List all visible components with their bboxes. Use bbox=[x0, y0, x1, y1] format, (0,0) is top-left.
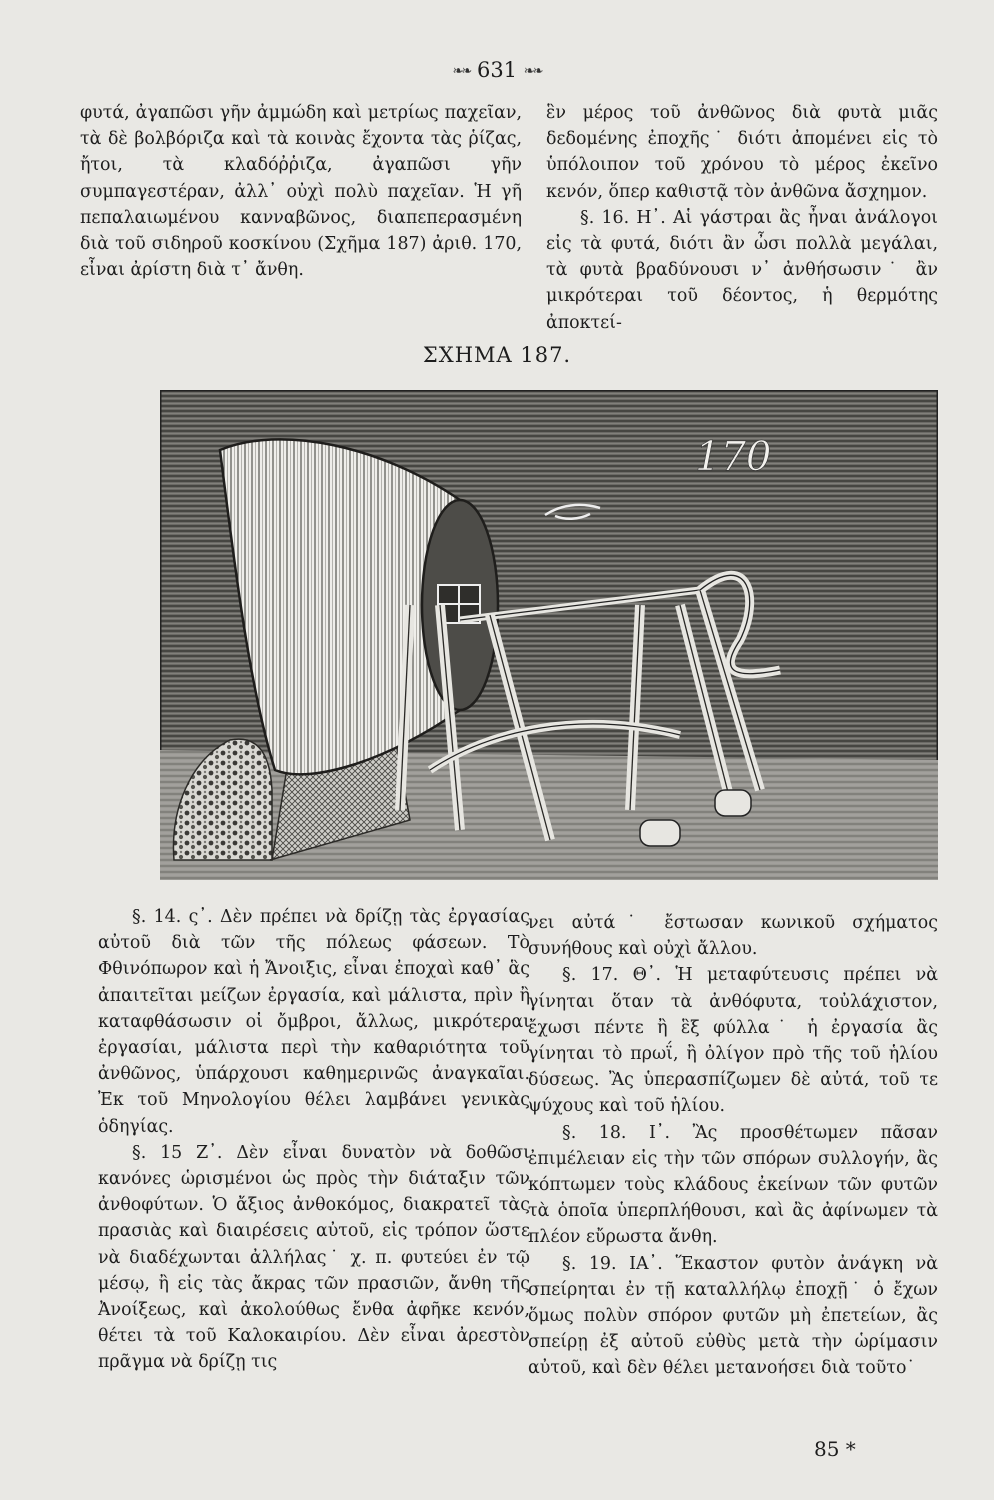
top-right-column bbox=[546, 100, 938, 336]
bottom-left-column bbox=[98, 904, 530, 1376]
figure-number: 170 bbox=[695, 434, 772, 480]
top-right-paragraph-1: ἓν μέρος τοῦ ἀνθῶνος διὰ φυτὰ μιᾶς δεδομένης ἐποχῆς˙ διότι ἀπομένει εἰς τὸ ὑπόλοιπον τοῦ χρόνου τὸ μέρος ἐκεῖνο κενόν, ὅπερ καθιστᾷ τὸν ἀνθῶνα ἄσχημον. bbox=[546, 103, 938, 202]
top-left-paragraph: φυτά, ἀγαπῶσι γῆν ἀμμώδη καὶ μετρίως παχεῖαν, τὰ δὲ βολβόριζα καὶ τὰ κοινὰς ἔχοντα τὰς ῥίζας, ἤτοι, τὰ κλαδόῤῥιζα, ἀγαπῶσι γῆν συμπαγεστέραν, ἀλλ᾽ οὐχὶ πολὺ παχεῖαν. Ἡ γῆ πεπαλαιωμένου κανναβῶνος, διαπεπερασμένη διὰ τοῦ σιδηροῦ κοσκίνου (Σχῆμα 187) ἀριθ. 170, εἶναι ἀρίστη διὰ τ᾽ ἄνθη. bbox=[80, 103, 522, 281]
signature-mark: 85 * bbox=[814, 1437, 856, 1461]
section-15-paragraph: §. 15 Ζ᾽. Δὲν εἶναι δυνατὸν νὰ δοθῶσι κανόνες ὡρισμένοι ὡς πρὸς τὴν διάταξιν τῶν ἀνθοφύτων. Ὁ ἄξιος ἀνθοκόμος, διακρατεῖ τὰς πρασιὰς καὶ διαιρέσεις αὐτοῦ, εἰς τρόπον ὥστε νὰ διαδέχωνται ἀλλήλας˙ χ. π. φυτεύει ἐν τῷ μέσῳ, ἢ εἰς τὰς ἄκρας τῶν πρασιῶν, ἄνθη τῆς Ἀνοίξεως, καὶ ἀκολούθως ἔνθα ἀφῆκε κενόν, θέτει τὰ τοῦ Καλοκαιρίου. Δὲν εἶναι ἀρεστὸν πρᾶγμα νὰ δρίζῃ τις bbox=[98, 1142, 530, 1373]
page-header bbox=[0, 58, 994, 82]
sieve-engraving bbox=[160, 390, 938, 880]
page-number: 631 bbox=[476, 58, 518, 82]
figure-caption: ΣΧΗΜΑ 187. bbox=[422, 343, 572, 367]
right-ornament: ❧❧ bbox=[523, 64, 542, 79]
section-18-paragraph: §. 18. Ι᾽. Ἂς προσθέτωμεν πᾶσαν ἐπιμέλειαν εἰς τὴν τῶν σπόρων συλλογήν, ἂς κόπτωμεν τοὺς κλάδους ἐκείνων τῶν φυτῶν τὰ ὁποῖα ὑπερπλήθουσι, καὶ ἂς ἀφίνωμεν τὰ πλέον εὔρωστα ἄνθη. bbox=[528, 1122, 938, 1248]
section-14-paragraph: §. 14. ς᾽. Δὲν πρέπει νὰ δρίζῃ τὰς ἐργασίας αὐτοῦ διὰ τῶν τῆς πόλεως φάσεων. Τὸ Φθινόπωρον καὶ ἡ Ἄνοιξις, εἶναι ἐποχαὶ καθ᾽ ἃς ἀπαιτεῖται μείζων ἐργασία, καὶ μάλιστα, πρὶν ἢ καταφθάσωσιν οἱ ὄμβροι, ἄλλως, μικρότεραι ἐργασίαι, μάλιστα περὶ τὴν καθαριότητα τοῦ ἀνθῶνος, ὑπάρχουσι καθημερινῶς ἀναγκαῖαι. Ἐκ τοῦ Μηνολογίου θέλει λαμβάνει γενικὰς ὁδηγίας. bbox=[98, 907, 530, 1137]
continuation-paragraph: νει αὐτά˙ ἔστωσαν κωνικοῦ σχήματος συνήθους καὶ οὐχὶ ἄλλου. bbox=[528, 913, 938, 960]
section-19-paragraph: §. 19. ΙΑ᾽. Ἕκαστον φυτὸν ἀνάγκη νὰ σπείρηται ἐν τῇ καταλλήλῳ ἐποχῇ˙ ὁ ἔχων ὅμως πολὺν σπόρον φυτῶν μὴ ἐπετείων, ἂς σπείρῃ ἐξ αὐτοῦ εὐθὺς μετὰ τὴν ὡρίμασιν αὐτοῦ, καὶ δὲν θέλει μετανοήσει διὰ τοῦτο˙ bbox=[528, 1253, 938, 1379]
bottom-right-column bbox=[528, 910, 938, 1382]
top-left-column bbox=[80, 100, 522, 283]
section-17-paragraph: §. 17. Θ᾽. Ἡ μεταφύτευσις πρέπει νὰ γίνηται ὅταν τὰ ἀνθόφυτα, τοὐλάχιστον, ἔχωσι πέντε ἢ ἓξ φύλλα˙ ἡ ἐργασία ἂς γίνηται τὸ πρωΐ, ἢ ὀλίγον πρὸ τῆς τοῦ ἡλίου δύσεως. Ἂς ὑπερασπίζωμεν δὲ αὐτά, τοῦ τε ψύχους καὶ τοῦ ἡλίου. bbox=[528, 965, 938, 1117]
left-ornament: ❧❧ bbox=[452, 64, 471, 79]
section-16-paragraph: §. 16. Η᾽. Αἱ γάστραι ἂς ἦναι ἀνάλογοι εἰς τὰ φυτά, διότι ἂν ὦσι πολλὰ μεγάλαι, τὰ φυτὰ βραδύνουσι ν᾽ ἀνθήσωσιν˙ ἂν μικρότεραι τοῦ δέοντος, ἡ θερμότης ἀποκτεί- bbox=[546, 207, 938, 333]
